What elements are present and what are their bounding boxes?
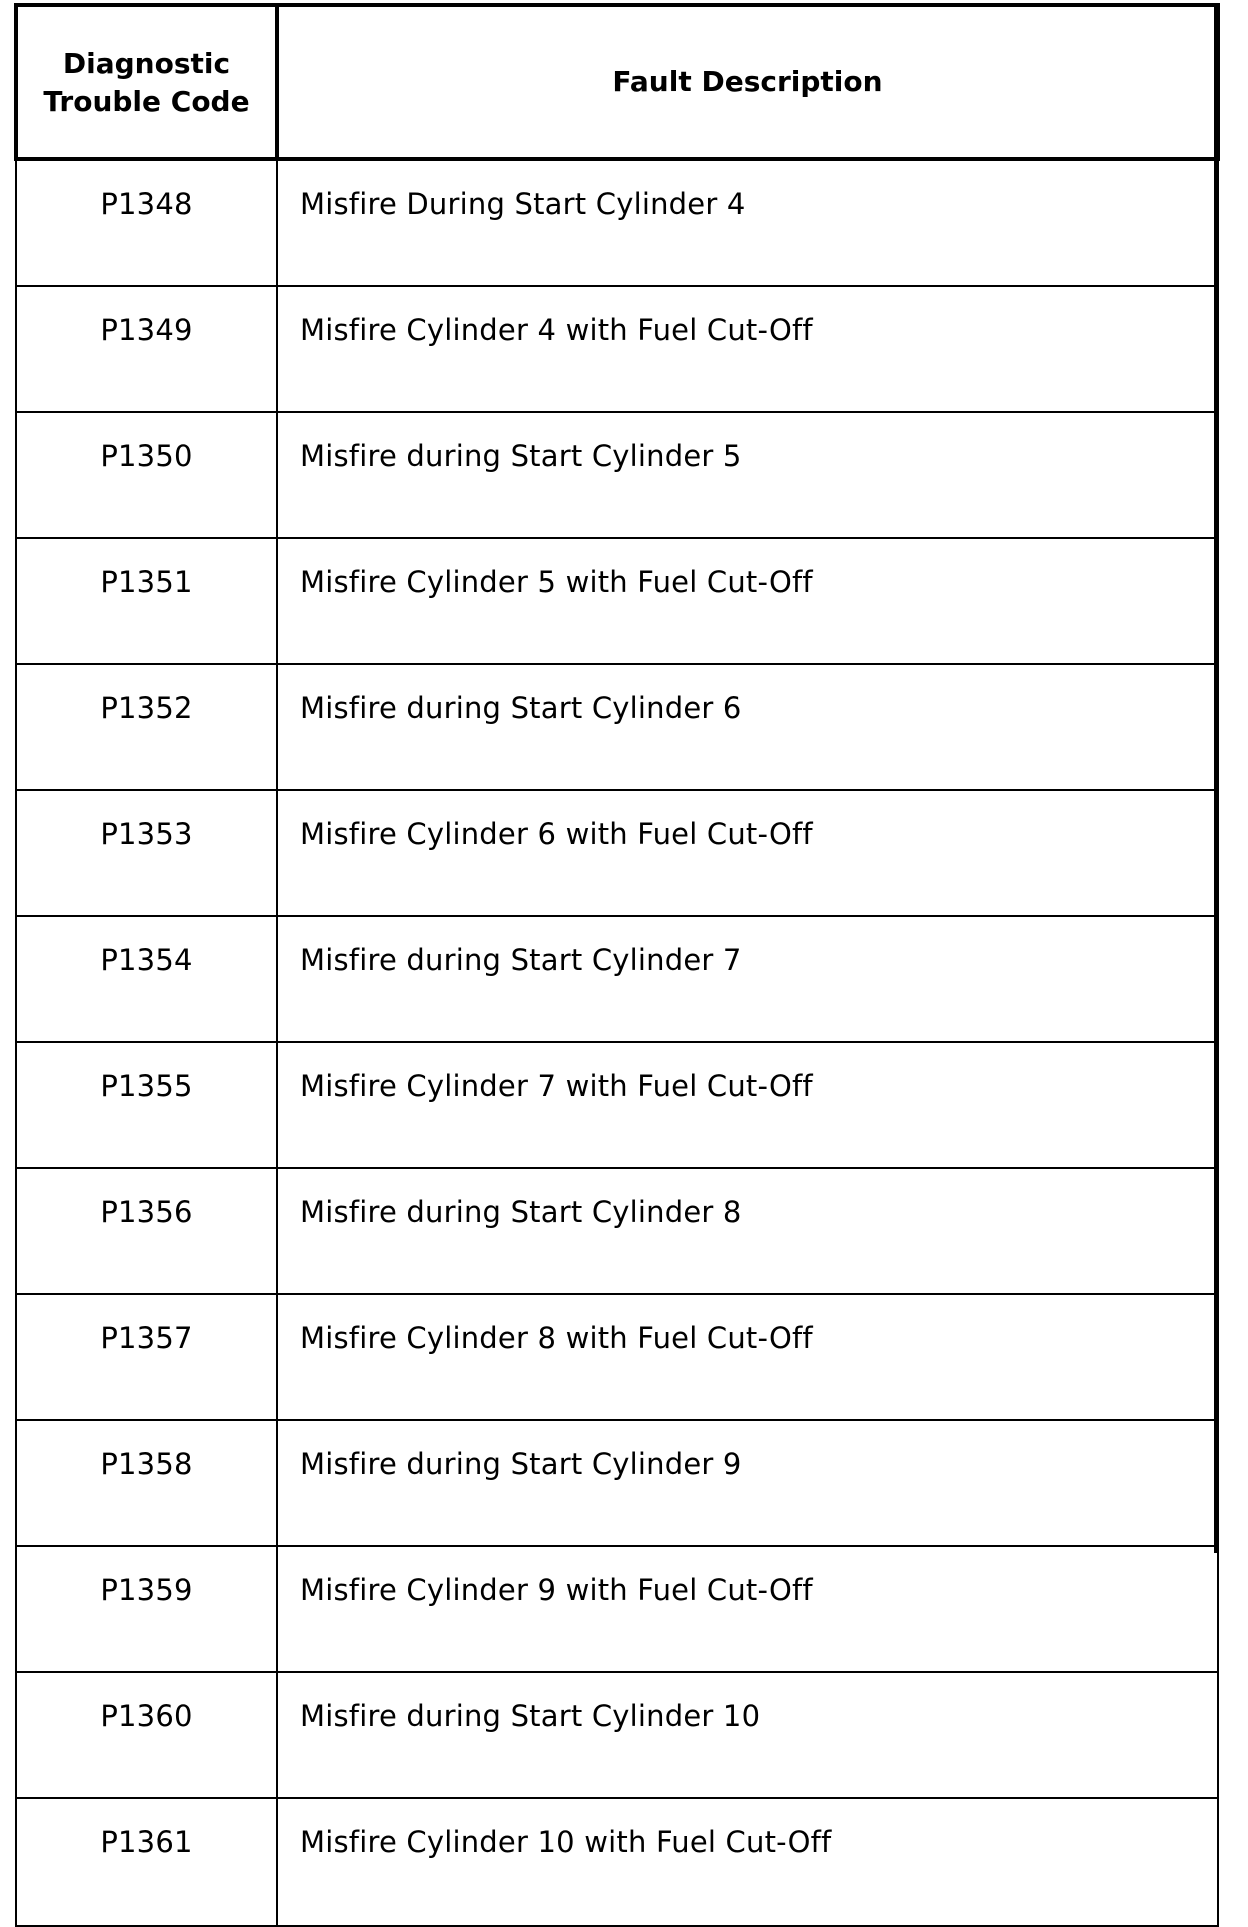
- dtc-table: [14, 3, 1220, 1927]
- trouble-code-cell: P1356: [16, 1168, 277, 1294]
- table-row: [16, 1798, 1218, 1926]
- table-row: [16, 1042, 1218, 1168]
- header-code-line-2: Trouble Code: [43, 85, 250, 118]
- fault-description-cell: Misfire during Start Cylinder 7: [277, 916, 1218, 1042]
- table-row: [16, 1420, 1218, 1546]
- fault-description-cell: Misfire Cylinder 10 with Fuel Cut-Off: [277, 1798, 1218, 1926]
- fault-description-cell: Misfire Cylinder 9 with Fuel Cut-Off: [277, 1546, 1218, 1672]
- table-row: [16, 538, 1218, 664]
- trouble-code-cell: P1360: [16, 1672, 277, 1798]
- table-row: [16, 664, 1218, 790]
- fault-description-cell: Misfire during Start Cylinder 6: [277, 664, 1218, 790]
- trouble-code-cell: P1358: [16, 1420, 277, 1546]
- trouble-code-cell: P1353: [16, 790, 277, 916]
- fault-description-cell: Misfire during Start Cylinder 8: [277, 1168, 1218, 1294]
- fault-description-cell: Misfire Cylinder 6 with Fuel Cut-Off: [277, 790, 1218, 916]
- header-diagnostic-trouble-code: [16, 5, 277, 159]
- table-right-border: [1214, 3, 1218, 1553]
- trouble-code-cell: P1351: [16, 538, 277, 664]
- fault-description-cell: Misfire During Start Cylinder 4: [277, 159, 1218, 286]
- table-row: [16, 159, 1218, 286]
- trouble-code-cell: P1355: [16, 1042, 277, 1168]
- table-body: [16, 159, 1218, 1926]
- trouble-code-cell: P1352: [16, 664, 277, 790]
- fault-description-cell: Misfire during Start Cylinder 10: [277, 1672, 1218, 1798]
- fault-description-cell: Misfire during Start Cylinder 5: [277, 412, 1218, 538]
- table-row: [16, 1672, 1218, 1798]
- header-fault-description: Fault Description: [277, 5, 1218, 159]
- table-row: [16, 286, 1218, 412]
- trouble-code-cell: P1348: [16, 159, 277, 286]
- fault-description-cell: Misfire Cylinder 5 with Fuel Cut-Off: [277, 538, 1218, 664]
- table-row: [16, 1294, 1218, 1420]
- trouble-code-cell: P1357: [16, 1294, 277, 1420]
- fault-description-cell: Misfire Cylinder 4 with Fuel Cut-Off: [277, 286, 1218, 412]
- table-row: [16, 412, 1218, 538]
- trouble-code-cell: P1361: [16, 1798, 277, 1926]
- trouble-code-cell: P1350: [16, 412, 277, 538]
- trouble-code-cell: P1354: [16, 916, 277, 1042]
- table-header: [16, 5, 1218, 159]
- trouble-code-cell: P1349: [16, 286, 277, 412]
- fault-description-cell: Misfire Cylinder 7 with Fuel Cut-Off: [277, 1042, 1218, 1168]
- fault-description-cell: Misfire during Start Cylinder 9: [277, 1420, 1218, 1546]
- trouble-code-cell: P1359: [16, 1546, 277, 1672]
- table-row: [16, 790, 1218, 916]
- table-row: [16, 916, 1218, 1042]
- fault-description-cell: Misfire Cylinder 8 with Fuel Cut-Off: [277, 1294, 1218, 1420]
- table-row: [16, 1546, 1218, 1672]
- table-row: [16, 1168, 1218, 1294]
- header-row: [16, 5, 1218, 159]
- header-code-line-1: Diagnostic: [62, 47, 231, 80]
